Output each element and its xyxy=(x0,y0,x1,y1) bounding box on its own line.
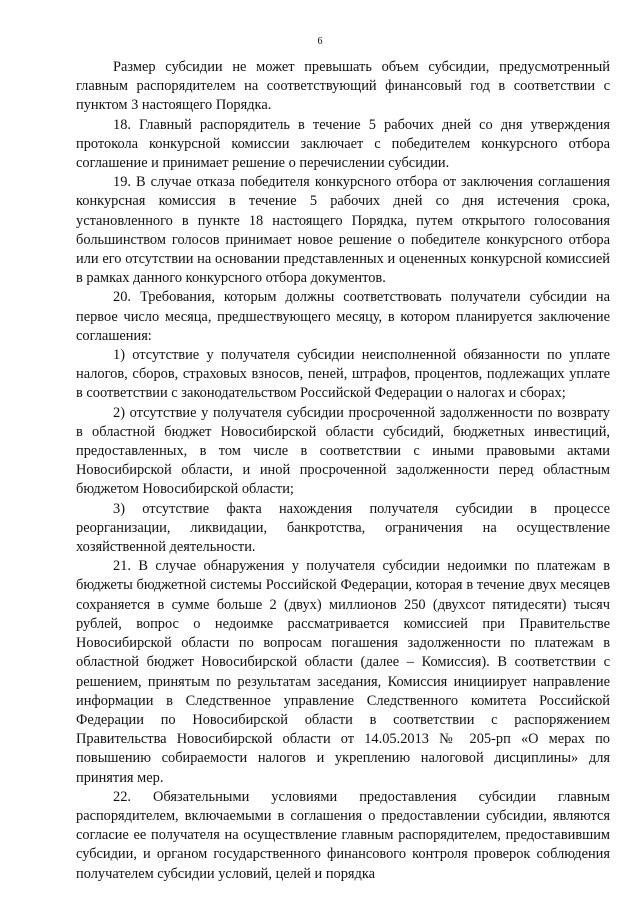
page-number: 6 xyxy=(317,36,323,47)
paragraph-item-20-3: 3) отсутствие факта нахождения получателя субсидии в процессе реорганизации, ликвидации, банкротства, ограничения на осуществление хозяйственной деятельности. xyxy=(76,500,610,556)
paragraph-subsidy-size-limit: Размер субсидии не может превышать объем субсидии, предусмотренный главным распорядителем на соответствующий финансовый год в соответствии с пунктом 3 настоящего Порядка. xyxy=(76,59,610,114)
paragraph-item-21: 21. В случае обнаружения у получателя субсидии недоимки по платежам в бюджеты бюджетной системы Российской Федерации, которая в течение двух месяцев сохраняется в сумме больше 2 (двух) миллионов 250 (двухсот пятидесяти) тысяч рублей, вопрос о недоимке рассматривается комиссией при Правительстве Новосибирской области по вопросам погашения задолженности по платежам в областной бюджет Новосибирской области (далее – Комиссия). В соответствии с решением, принятым по результатам заседания, Комиссия инициирует направление информации в Следственное управление Следственного комитета Российской Федерации по Новосибирской области в соответствии с распоряжением Правительства Новосибирской области от 14.05.2013 № 205-рп «О мерах по повышению собираемости налогов и укреплению налоговой дисциплины» для принятия мер. xyxy=(76,558,610,786)
paragraph-item-22: 22. Обязательными условиями предоставления субсидии главным распорядителем, включаемыми в соглашения о предоставлении субсидии, являются согласие ее получателя на осуществление главным распорядителем, предоставившим субсидии, и органом государственного финансового контроля проверок соблюдения получателем субсидии условий, целей и порядка xyxy=(76,788,610,882)
paragraph-item-20: 20. Требования, которым должны соответствовать получатели субсидии на первое число месяца, предшествующего месяцу, в котором планируется заключение соглашения: xyxy=(76,289,610,344)
paragraph-item-20-1: 1) отсутствие у получателя субсидии неисполненной обязанности по уплате налогов, сборов, страховых взносов, пеней, штрафов, процентов, подлежащих уплате в соответствии с законодательством Российской Федерации о налогах и сборах; xyxy=(76,347,610,402)
document-body xyxy=(76,58,610,884)
paragraph-item-18: 18. Главный распорядитель в течение 5 рабочих дней со дня утверждения протокола конкурсной комиссии заключает с победителем конкурсного отбора соглашение и принимает решение о перечислении субсидии. xyxy=(76,116,610,172)
paragraph-item-20-2: 2) отсутствие у получателя субсидии просроченной задолженности по возврату в областной бюджет Новосибирской области субсидий, бюджетных инвестиций, предоставленных, в том числе в соответствии с иными правовыми актами Новосибирской области, и иной просроченной задолженности перед областным бюджетом Новосибирской области; xyxy=(76,404,610,498)
paragraph-item-19: 19. В случае отказа победителя конкурсного отбора от заключения соглашения конкурсная комиссия в течение 5 рабочих дней со дня истечения срока, установленного в пункте 18 настоящего Порядка, путем открытого голосования большинством голосов принимает новое решение о победителе конкурсного отбора или его отсутствии на основании представленных и оцененных конкурсной комиссией в рамках данного конкурсного отбора документов. xyxy=(76,174,610,287)
